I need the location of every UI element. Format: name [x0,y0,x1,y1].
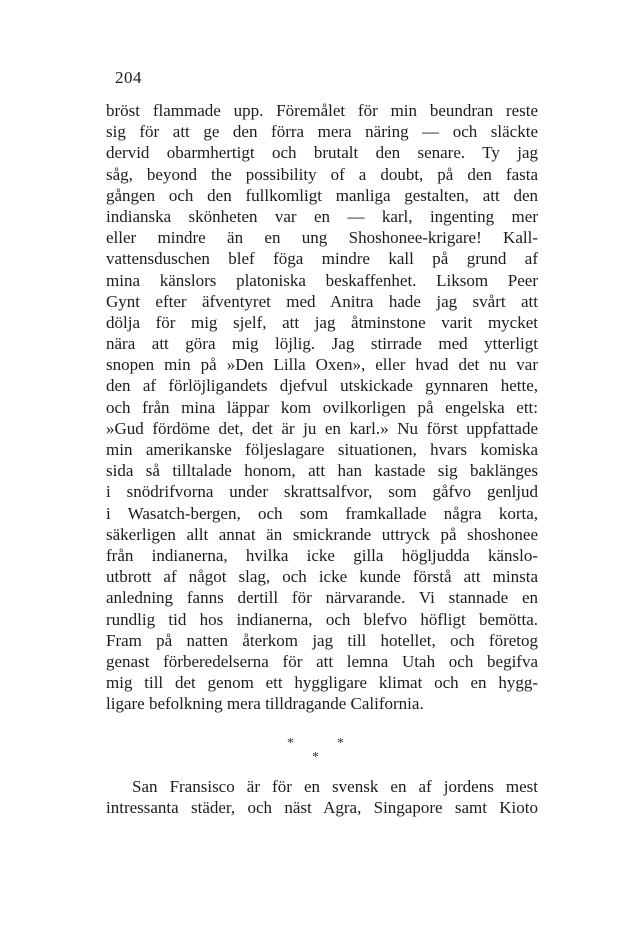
text-line: vattensduschen blef föga mindre kall på grund af [106,249,538,269]
text-line: dölja för mig sjelf, att jag åtminstone varit mycket [106,312,538,332]
text-line: säkerligen allt annat än smickrande uttryck på shoshonee [106,524,538,544]
text-line: Fram på natten återkom jag till hotellet, och företog [106,630,538,650]
text-line: dervid obarmhertigt och brutalt den senare. Ty jag [106,143,538,163]
text-line: från indianerna, hvilka icke gilla högljudda känslo- [106,545,538,565]
text-line: snopen min på »Den Lilla Oxen», eller hvad det nu var [106,355,538,375]
text-line: den af förlöjligandets djefvul utskickade gynnaren hette, [106,376,538,396]
text-line: utbrott af något slag, och icke kunde förstå att minsta [106,567,538,587]
page-number: 204 [115,68,142,87]
text-line: eller mindre än en ung Shoshonee-krigare! Kall- [106,228,538,248]
text-line: San Fransisco är för en svensk en af jordens mest [132,777,538,796]
text-line: sida så tilltalade honom, att han kastade sig baklänges [106,461,538,481]
asterisk: * [312,750,319,765]
text-line: min amerikanske följeslagare situationen, hvars komiska [106,440,538,459]
paragraph-1 [106,100,538,714]
text-line: anledning fanns dertill för närvarande. Vi stannade en [106,588,538,608]
text-line: »Gud fördöme det, det är ju en karl.» Nu först uppfattade [106,418,538,438]
text-line: rundlig tid hos indianerna, och blefvo höfligt bemötta. [106,609,538,629]
text-line: genast förberedelserna för att lemna Utah och begifva [106,651,538,671]
text-line: och från mina läppar kom ovilkorligen på engelska ett: [106,397,538,417]
text-line: ligare befolkning mera tilldragande California. [106,694,424,714]
text-line: i Wasatch-bergen, och som framkallade några korta, [106,503,538,523]
text-line: bröst flammade upp. Föremålet för min beundran reste [106,101,538,120]
asterisk: * [337,736,344,751]
paragraph-2 [106,776,538,818]
asterisk: * [287,736,294,751]
text-line: mig till det genom ett hyggligare klimat och en hygg- [106,673,538,693]
text-line: nära att göra mig löjlig. Jag stirrade med ytterligt [106,334,538,354]
text-line: indianska skönheten var en — karl, ingenting mer [106,206,538,226]
text-line: Gynt efter äfventyret med Anitra hade jag svårt att [106,291,538,311]
text-line: i snödrifvorna under skrattsalfvor, som gåfvo genljud [106,482,538,502]
text-line: intressanta städer, och näst Agra, Singapore samt Kioto [106,798,538,818]
text-line: gången och den fullkomligt manliga gestalten, att den [106,185,538,205]
text-line: såg, beyond the possibility of a doubt, på den fasta [106,164,538,184]
text-line: mina känslors platoniska beskaffenhet. Liksom Peer [106,270,538,290]
text-line: sig för att ge den förra mera näring — och släckte [106,122,538,142]
